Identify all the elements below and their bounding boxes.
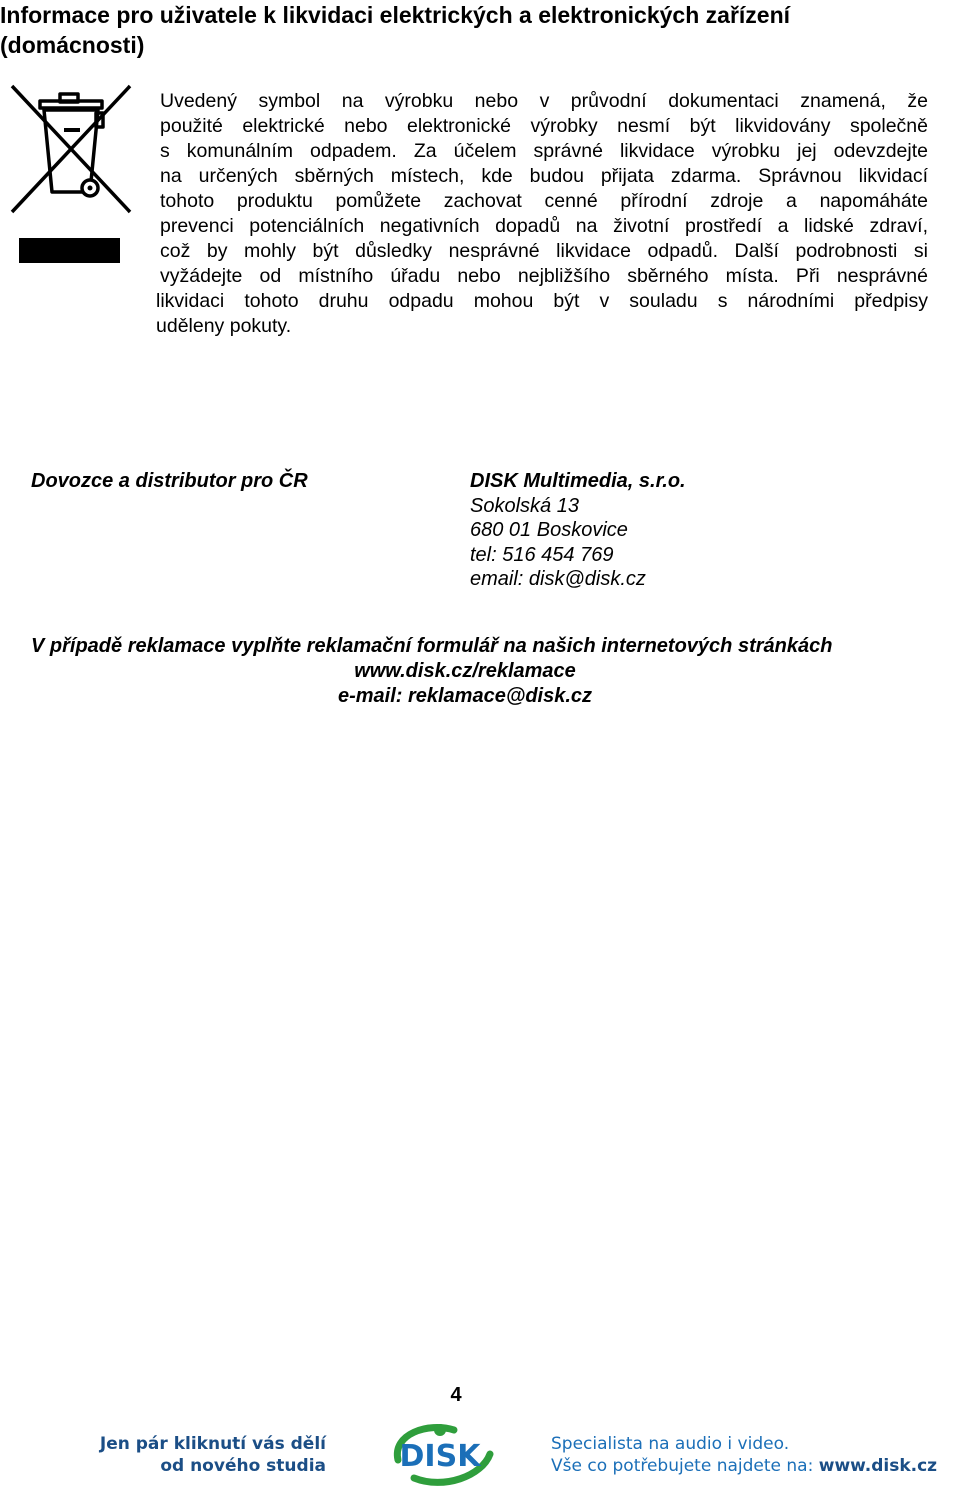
find-line <box>551 1455 953 1477</box>
page-title: Informace pro uživatele k likvidaci elektrických a elektronických zařízení (domácnosti) <box>0 2 791 58</box>
disposal-line: prevenci potenciálních negativních dopadů na životní prostředí a lidské zdraví, <box>160 215 928 237</box>
disposal-line: použité elektrické nebo elektronické výrobky nesmí být likvidovány společně <box>160 115 928 137</box>
email: email: disk@disk.cz <box>470 568 646 590</box>
disposal-line: což by mohly být důsledky nesprávné likvidace odpadů. Další podrobnosti si <box>160 240 928 262</box>
city: 680 01 Boskovice <box>470 519 628 541</box>
weee-marking-bar <box>19 238 120 263</box>
slogan-line: Jen pár kliknutí vás dělí <box>99 1434 326 1454</box>
disposal-line: Uvedený symbol na výrobku nebo v průvodní dokumentaci znamená, že <box>160 90 928 112</box>
disposal-line: likvidaci tohoto druhu odpadu mohou být v souladu s národními předpisy <box>156 290 928 312</box>
disposal-line: s komunálním odpadem. Za účelem správné likvidace výrobku jej odevzdejte <box>160 140 928 162</box>
importer-label: Dovozce a distributor pro ČR <box>31 470 308 492</box>
claims-text: V případě reklamace vyplňte reklamační formulář na našich internetových stránkách <box>31 635 833 657</box>
street: Sokolská 13 <box>470 494 579 517</box>
footer-slogan <box>60 1433 326 1477</box>
page-number: 4 <box>450 1384 462 1406</box>
find-prefix: Vše co potřebujete najdete na: <box>551 1456 819 1476</box>
phone: tel: 516 454 769 <box>470 543 614 566</box>
claims-email-link[interactable]: e-mail: reklamace@disk.cz <box>337 685 593 707</box>
importer-address <box>470 469 686 592</box>
tagline: Specialista na audio i video. <box>551 1434 790 1454</box>
disk-logo <box>384 1420 496 1488</box>
slogan-line: od nového studia <box>160 1456 326 1476</box>
disposal-line: tohoto produktu pomůžete zachovat cenné přírodní zdroje a napomáháte <box>160 190 928 212</box>
crossed-out-wheelie-bin-icon <box>8 84 134 214</box>
website-link[interactable]: www.disk.cz <box>818 1456 938 1476</box>
disposal-line: na určených sběrných místech, kde budou přijata zdarma. Správnou likvidací <box>160 165 928 187</box>
company-name: DISK Multimedia, s.r.o. <box>470 470 686 492</box>
claims-url-link[interactable]: www.disk.cz/reklamace <box>354 660 576 682</box>
logo-text: DISK <box>399 1439 481 1474</box>
footer-tagline <box>551 1433 953 1477</box>
disposal-line: vyžádejte od místního úřadu nebo nejbližšího sběrného místa. Při nesprávné <box>160 265 928 287</box>
disposal-line: uděleny pokuty. <box>156 315 292 337</box>
